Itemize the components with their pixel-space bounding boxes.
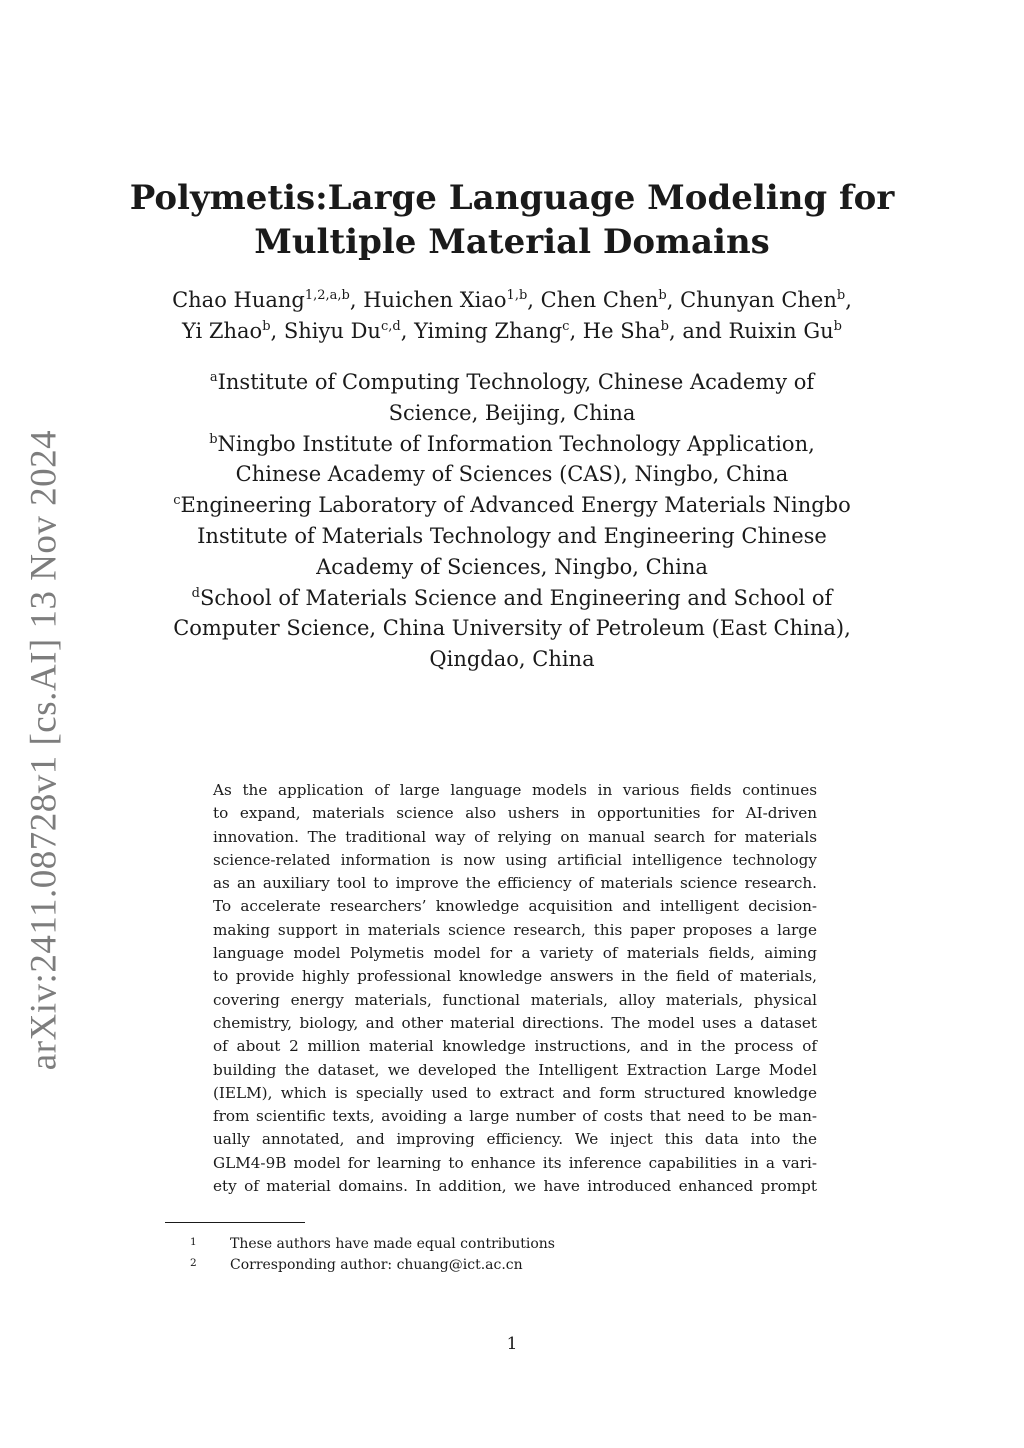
author-separator: , xyxy=(666,288,681,312)
footnote-mark: 1 xyxy=(190,1236,197,1248)
affiliation-mark: b xyxy=(209,431,218,447)
affiliation-mark: a xyxy=(209,370,218,385)
abstract-line: GLM4-9B model for learning to enhance its inference capabilities in a vari- xyxy=(213,1153,817,1172)
abstract-line: As the application of large language models in various fields continues xyxy=(213,781,817,799)
arxiv-identifier-stamp[interactable]: arXiv:2411.08728v1 [cs.AI] 13 Nov 2024 xyxy=(23,429,65,1071)
affiliation-mark: c xyxy=(173,493,181,509)
affiliation-line: Computer Science, China University of Petroleum (East China), xyxy=(173,616,851,641)
author-affiliation-marks: 1,2,a,b xyxy=(304,288,350,303)
abstract-line: language model Polymetis model for a variety of materials fields, aiming xyxy=(213,944,817,963)
abstract-line: science-related information is now using artificial intelligence technology xyxy=(213,850,817,869)
affiliation-c xyxy=(112,490,912,582)
affiliation-line xyxy=(112,429,912,460)
affiliation-line xyxy=(112,490,912,521)
affiliation-line: Chinese Academy of Sciences (CAS), Ningbo, China xyxy=(235,462,789,487)
footnote-text: These authors have made equal contributions xyxy=(230,1236,555,1252)
affiliation-a xyxy=(112,367,912,429)
abstract-line: innovation. The traditional way of relying on manual search for materials xyxy=(213,827,817,846)
abstract-line: making support in materials science research, this paper proposes a large xyxy=(213,920,817,939)
abstract-line: covering energy materials, functional materials, alloy materials, physical xyxy=(213,990,817,1009)
footnote-rule xyxy=(165,1222,305,1223)
abstract-line: (IELM), which is specially used to extract and form structured knowledge xyxy=(213,1083,817,1102)
author-separator: , and xyxy=(668,319,729,343)
author-name: Yiming Zhang xyxy=(414,319,563,343)
footnote-1 xyxy=(190,1233,555,1254)
affiliation-line: Science, Beijing, China xyxy=(388,400,636,425)
author-separator: , xyxy=(527,288,541,312)
page-number: 1 xyxy=(506,1334,518,1354)
abstract-line: To accelerate researchers’ knowledge acquisition and intelligent decision- xyxy=(213,897,817,916)
abstract-line: to provide highly professional knowledge answers in the field of materials, xyxy=(213,967,817,986)
affiliation-text: Institute of Computing Technology, Chinese Academy of xyxy=(217,370,815,394)
title-line-2: Multiple Material Domains xyxy=(254,222,770,262)
author-separator: , xyxy=(349,288,364,312)
author-line-2 xyxy=(112,316,912,347)
author-name: Huichen Xiao xyxy=(363,288,507,312)
author-affiliation-marks: b xyxy=(262,319,271,334)
affiliation-d xyxy=(112,583,912,675)
abstract-line: ually annotated, and improving efficiency. We inject this data into the xyxy=(213,1130,817,1149)
footnotes xyxy=(190,1233,555,1275)
author-separator: , xyxy=(569,319,583,343)
footnote-2 xyxy=(190,1254,555,1275)
affiliation-text: School of Materials Science and Engineering and School of xyxy=(199,585,833,610)
author-name: Chunyan Chen xyxy=(680,288,837,312)
author-name: He Sha xyxy=(582,319,661,343)
author-separator: , xyxy=(845,288,852,312)
abstract-line: from scientific texts, avoiding a large number of costs that need to be man- xyxy=(213,1107,817,1126)
affiliation-mark: d xyxy=(191,585,200,601)
affiliation-text: Ningbo Institute of Information Technology Application, xyxy=(217,431,815,456)
abstract-line: to expand, materials science also ushers in opportunities for AI-driven xyxy=(213,804,817,823)
paper-title xyxy=(112,176,912,264)
title-line-1: Polymetis:Large Language Modeling for xyxy=(129,178,895,218)
affiliation-b xyxy=(112,429,912,491)
author-name: Chao Huang xyxy=(172,288,305,312)
affiliation-list xyxy=(112,367,912,675)
author-affiliation-marks: b xyxy=(836,288,846,303)
author-name: Ruixin Gu xyxy=(728,319,834,343)
abstract-line: as an auxiliary tool to improve the efficiency of materials science research. xyxy=(213,874,817,893)
author-separator: , xyxy=(270,319,284,343)
author-affiliation-marks: c xyxy=(562,319,570,334)
affiliation-line: Institute of Materials Technology and Engineering Chinese xyxy=(197,523,827,548)
author-name: Chen Chen xyxy=(540,288,659,312)
author-separator: , xyxy=(400,319,415,343)
affiliation-line xyxy=(112,367,912,398)
author-name: Shiyu Du xyxy=(283,319,381,343)
footnote-text: Corresponding author: chuang@ict.ac.cn xyxy=(230,1257,523,1273)
affiliation-line: Academy of Sciences, Ningbo, China xyxy=(316,554,708,579)
footnote-mark: 2 xyxy=(190,1257,197,1269)
affiliation-text: Engineering Laboratory of Advanced Energy Materials Ningbo xyxy=(180,493,851,518)
author-affiliation-marks: 1,b xyxy=(506,288,528,303)
affiliation-line: Qingdao, China xyxy=(429,647,595,672)
author-affiliation-marks: c,d xyxy=(380,319,401,334)
author-name: Yi Zhao xyxy=(182,319,263,343)
author-affiliation-marks: b xyxy=(658,288,667,303)
author-list xyxy=(112,285,912,347)
author-affiliation-marks: b xyxy=(660,319,669,334)
author-affiliation-marks: b xyxy=(833,319,842,334)
abstract-body xyxy=(213,779,817,1198)
abstract-line: chemistry, biology, and other material directions. The model uses a dataset xyxy=(213,1013,817,1032)
abstract-line: building the dataset, we developed the Intelligent Extraction Large Model xyxy=(213,1060,817,1079)
abstract-line: ety of material domains. In addition, we have introduced enhanced prompt xyxy=(213,1177,817,1196)
affiliation-line xyxy=(112,583,912,614)
abstract-line: of about 2 million material knowledge instructions, and in the process of xyxy=(213,1037,817,1056)
author-line-1 xyxy=(112,285,912,316)
